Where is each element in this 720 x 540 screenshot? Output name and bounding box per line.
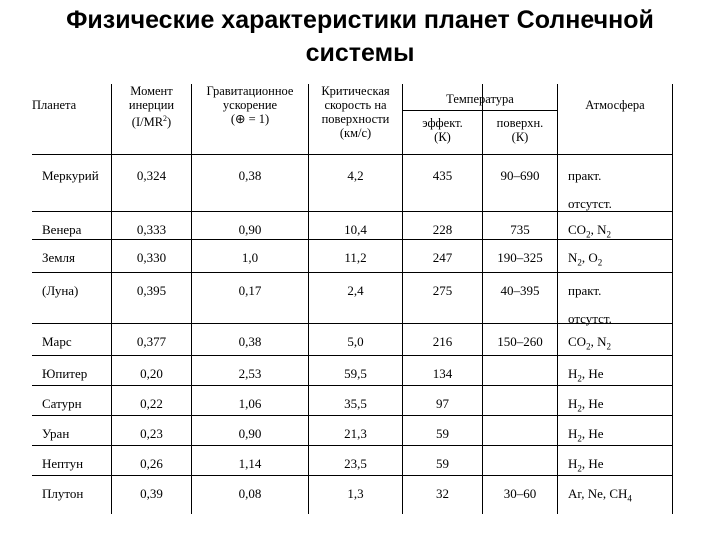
- row-separator: [32, 272, 672, 273]
- header-gravity: Гравитационное ускорение (⊕ = 1): [206, 84, 294, 126]
- cell-planet: Сатурн: [42, 396, 82, 411]
- cell-moment: 0,26: [140, 456, 163, 471]
- cell-planet: Уран: [42, 426, 70, 441]
- cell-atmosphere: $N_2$, $O_2$: [568, 250, 603, 268]
- cell-gravity: 0,17: [238, 283, 262, 298]
- title-line-1: Физические характеристики планет Солнечной: [66, 6, 654, 34]
- cell-critical-velocity: 5,0: [347, 334, 364, 349]
- cell-critical-velocity: 35,5: [344, 396, 367, 411]
- cell-gravity: 1,14: [238, 456, 262, 471]
- cell-critical-velocity: 21,3: [344, 426, 367, 441]
- cell-atmosphere: практ. отсутст.: [568, 168, 612, 211]
- column-divider: [191, 84, 192, 514]
- cell-critical-velocity: 11,2: [344, 250, 367, 265]
- cell-moment: 0,377: [136, 334, 167, 349]
- cell-planet: Юпитер: [42, 366, 88, 381]
- cell-temp-surface: 40–395: [500, 283, 540, 298]
- column-divider: [482, 84, 483, 514]
- header-moment: Момент инерции $(I/MR^2)$: [128, 84, 175, 130]
- cell-atmosphere: $H_2$, He: [568, 366, 604, 384]
- header-atmosphere: Атмосфера: [585, 98, 645, 112]
- cell-temp-effective: 275: [432, 283, 453, 298]
- cell-atmosphere: $H_2$, He: [568, 396, 604, 414]
- cell-gravity: 0,38: [238, 334, 262, 349]
- cell-atmosphere: $H_2$, He: [568, 426, 604, 444]
- header-critical-velocity: Критическая скорость на поверхности (км/с): [321, 84, 390, 140]
- cell-atmosphere: практ. отсутст.: [568, 283, 612, 326]
- cell-gravity: 0,08: [238, 486, 262, 501]
- column-divider: [672, 84, 673, 514]
- cell-planet: Земля: [42, 250, 75, 265]
- temperature-subheader-line: [402, 110, 557, 111]
- column-divider: [557, 84, 558, 514]
- cell-planet: Меркурий: [42, 168, 99, 183]
- cell-moment: 0,324: [136, 168, 167, 183]
- cell-temp-surface: 190–325: [497, 250, 543, 265]
- cell-planet: Нептун: [42, 456, 84, 471]
- row-separator: [32, 355, 672, 356]
- header-bottom-line: [32, 154, 672, 155]
- planets-table: [24, 78, 684, 514]
- cell-critical-velocity: 23,5: [344, 456, 367, 471]
- header-temp-surface: поверхн. (К): [496, 116, 544, 144]
- cell-moment: 0,23: [140, 426, 163, 441]
- cell-temp-effective: 97: [436, 396, 449, 411]
- cell-atmosphere: $H_2$, He: [568, 456, 604, 474]
- cell-temp-effective: 134: [432, 366, 453, 381]
- cell-planet: Плутон: [42, 486, 84, 501]
- cell-temp-surface: 735: [510, 222, 530, 237]
- column-divider: [402, 84, 403, 514]
- header-planet: Планета: [32, 98, 77, 112]
- cell-temp-effective: 32: [436, 486, 449, 501]
- cell-temp-surface: 90–690: [500, 168, 540, 183]
- cell-temp-effective: 216: [432, 334, 453, 349]
- cell-atmosphere: $CO_2$, $N_2$: [568, 334, 611, 352]
- cell-critical-velocity: 59,5: [344, 366, 367, 381]
- cell-critical-velocity: 2,4: [347, 283, 364, 298]
- cell-gravity: 2,53: [238, 366, 262, 381]
- cell-planet: (Луна): [42, 283, 79, 298]
- cell-critical-velocity: 1,3: [347, 486, 364, 501]
- cell-temp-surface: 150–260: [497, 334, 543, 349]
- cell-gravity: 0,90: [238, 222, 262, 237]
- cell-temp-effective: 247: [432, 250, 453, 265]
- cell-moment: 0,39: [140, 486, 163, 501]
- cell-moment: 0,330: [136, 250, 167, 265]
- cell-temp-effective: 59: [436, 426, 449, 441]
- cell-moment: 0,22: [140, 396, 163, 411]
- header-temperature: Температура: [446, 92, 514, 106]
- header-temp-effective: эффект. (К): [422, 116, 463, 144]
- column-divider: [308, 84, 309, 514]
- cell-planet: Марс: [42, 334, 72, 349]
- cell-gravity: 0,90: [238, 426, 262, 441]
- cell-gravity: 0,38: [238, 168, 262, 183]
- cell-moment: 0,395: [136, 283, 167, 298]
- cell-atmosphere: Ar, Ne, $CH_4$: [568, 486, 632, 504]
- cell-critical-velocity: 4,2: [347, 168, 364, 183]
- cell-gravity: 1,0: [241, 250, 259, 265]
- title-line-2: системы: [305, 39, 415, 67]
- cell-planet: Венера: [42, 222, 82, 237]
- cell-gravity: 1,06: [238, 396, 262, 411]
- cell-temp-surface: 30–60: [503, 486, 537, 501]
- cell-moment: 0,333: [136, 222, 167, 237]
- cell-temp-effective: 59: [436, 456, 449, 471]
- cell-moment: 0,20: [140, 366, 163, 381]
- cell-critical-velocity: 10,4: [344, 222, 367, 237]
- cell-temp-effective: 228: [432, 222, 453, 237]
- column-divider: [111, 84, 112, 514]
- cell-atmosphere: $CO_2$, $N_2$: [568, 222, 611, 240]
- page-title: [0, 4, 720, 70]
- cell-temp-effective: 435: [432, 168, 453, 183]
